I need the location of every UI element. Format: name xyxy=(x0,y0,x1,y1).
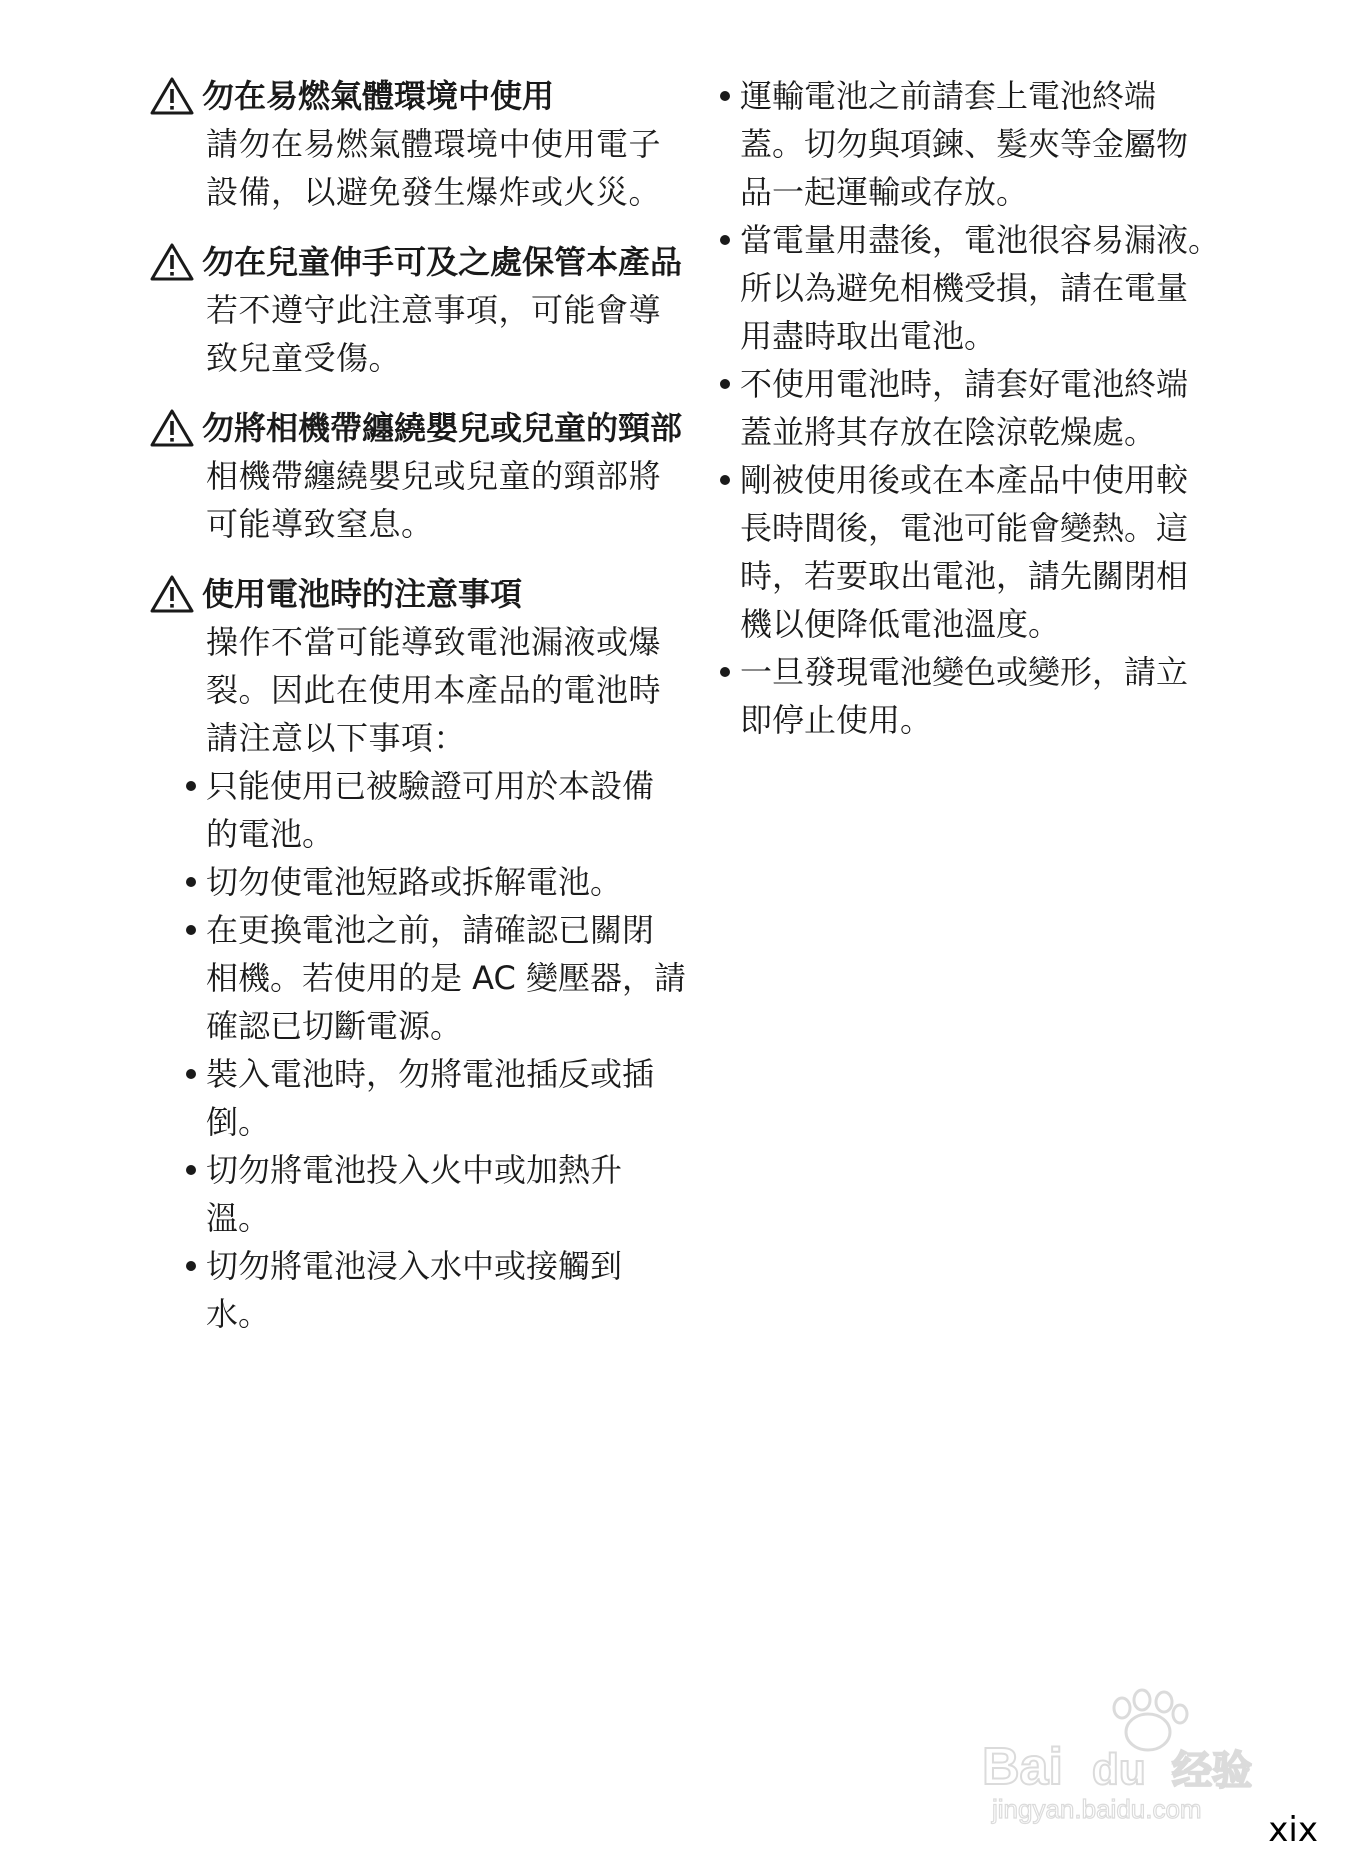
section-battery-precautions xyxy=(150,570,690,1338)
list-item xyxy=(206,858,690,906)
svg-text:du: du xyxy=(1092,1745,1146,1794)
bullet-line: 蓋。切勿與項鍊、髮夾等金屬物 xyxy=(740,125,1189,163)
bullet-line: 當電量用盡後，電池很容易漏液。 xyxy=(740,221,1221,259)
list-item xyxy=(206,1050,690,1146)
body-line: 可能導致窒息。 xyxy=(206,505,434,543)
bullet-line: 切勿將電池浸入水中或接觸到 xyxy=(206,1247,623,1285)
list-item xyxy=(206,906,690,1050)
body-line: 若不遵守此注意事項，可能會導 xyxy=(206,291,662,329)
list-item xyxy=(740,456,1260,648)
svg-text:经验: 经验 xyxy=(1172,1748,1252,1794)
bullet-dot-icon xyxy=(720,91,730,101)
svg-text:jingyan.baidu.com: jingyan.baidu.com xyxy=(992,1794,1202,1824)
left-column xyxy=(150,72,690,1360)
bullet-line: 機以便降低電池溫度。 xyxy=(740,605,1061,643)
bullet-dot-icon xyxy=(720,379,730,389)
section-body xyxy=(206,452,690,548)
bullet-line: 的電池。 xyxy=(206,815,335,853)
warning-triangle-icon xyxy=(150,243,194,281)
bullet-dot-icon xyxy=(186,877,196,887)
warning-triangle-icon xyxy=(150,409,194,447)
bullet-line: 蓋並將其存放在陰涼乾燥處。 xyxy=(740,413,1157,451)
list-item xyxy=(740,72,1260,216)
list-item xyxy=(740,648,1260,744)
bullet-line: 只能使用已被驗證可用於本設備 xyxy=(206,767,655,805)
bullet-line: 確認已切斷電源。 xyxy=(206,1007,463,1045)
bullet-dot-icon xyxy=(186,1069,196,1079)
section-body xyxy=(206,618,690,762)
bullet-dot-icon xyxy=(186,781,196,791)
right-column xyxy=(740,72,1260,744)
list-item xyxy=(740,216,1260,360)
section-body xyxy=(206,120,690,216)
body-line: 相機帶纏繞嬰兒或兒童的頸部將 xyxy=(206,457,662,495)
body-line: 致兒童受傷。 xyxy=(206,339,402,377)
bullet-line: 相機。若使用的是 AC 變壓器，請 xyxy=(206,959,687,997)
list-item xyxy=(206,762,690,858)
bullet-dot-icon xyxy=(720,475,730,485)
bullet-dot-icon xyxy=(186,1261,196,1271)
bullet-line: 時，若要取出電池，請先關閉相 xyxy=(740,557,1189,595)
svg-text:Bai: Bai xyxy=(982,1738,1063,1796)
bullet-line: 裝入電池時，勿將電池插反或插 xyxy=(206,1055,655,1093)
bullet-line: 所以為避免相機受損，請在電量 xyxy=(740,269,1189,307)
bullet-line: 倒。 xyxy=(206,1103,271,1141)
section-children-reach xyxy=(150,238,690,382)
section-heading-text: 勿將相機帶纏繞嬰兒或兒童的頸部 xyxy=(202,409,683,447)
bullet-line: 運輸電池之前請套上電池終端 xyxy=(740,77,1157,115)
body-line: 請勿在易燃氣體環境中使用電子 xyxy=(206,125,662,163)
list-item xyxy=(206,1242,690,1338)
section-heading xyxy=(150,404,690,452)
bullet-dot-icon xyxy=(720,235,730,245)
bullet-line: 水。 xyxy=(206,1295,271,1333)
battery-bullet-list-continued xyxy=(740,72,1260,744)
bullet-line: 長時間後，電池可能會變熱。這 xyxy=(740,509,1189,547)
bullet-line: 品一起運輸或存放。 xyxy=(740,173,1029,211)
bullet-line: 在更換電池之前，請確認已關閉 xyxy=(206,911,655,949)
bullet-dot-icon xyxy=(186,1165,196,1175)
bullet-dot-icon xyxy=(186,925,196,935)
section-heading-text: 使用電池時的注意事項 xyxy=(202,575,523,613)
body-line: 裂。因此在使用本產品的電池時 xyxy=(206,671,662,709)
bullet-dot-icon xyxy=(720,667,730,677)
body-line: 設備，以避免發生爆炸或火災。 xyxy=(206,173,662,211)
battery-bullet-list xyxy=(206,762,690,1338)
bullet-line: 不使用電池時，請套好電池終端 xyxy=(740,365,1189,403)
warning-triangle-icon xyxy=(150,77,194,115)
warning-triangle-icon xyxy=(150,575,194,613)
list-item xyxy=(740,360,1260,456)
section-heading xyxy=(150,238,690,286)
bullet-line: 切勿將電池投入火中或加熱升 xyxy=(206,1151,623,1189)
section-heading-text: 勿在兒童伸手可及之處保管本產品 xyxy=(202,243,683,281)
baidu-jingyan-watermark xyxy=(972,1688,1292,1828)
section-heading-text: 勿在易燃氣體環境中使用 xyxy=(202,77,555,115)
list-item xyxy=(206,1146,690,1242)
section-heading xyxy=(150,72,690,120)
bullet-line: 溫。 xyxy=(206,1199,271,1237)
bullet-line: 即停止使用。 xyxy=(740,701,933,739)
bullet-line: 剛被使用後或在本產品中使用較 xyxy=(740,461,1189,499)
bullet-line: 一旦發現電池變色或變形，請立 xyxy=(740,653,1189,691)
section-body xyxy=(206,286,690,382)
body-line: 請注意以下事項： xyxy=(206,719,467,757)
bullet-line: 用盡時取出電池。 xyxy=(740,317,997,355)
bullet-line: 切勿使電池短路或拆解電池。 xyxy=(206,863,623,901)
section-strap-neck xyxy=(150,404,690,548)
page-number: xix xyxy=(1268,1810,1318,1850)
section-heading xyxy=(150,570,690,618)
section-flammable-gas xyxy=(150,72,690,216)
body-line: 操作不當可能導致電池漏液或爆 xyxy=(206,623,662,661)
